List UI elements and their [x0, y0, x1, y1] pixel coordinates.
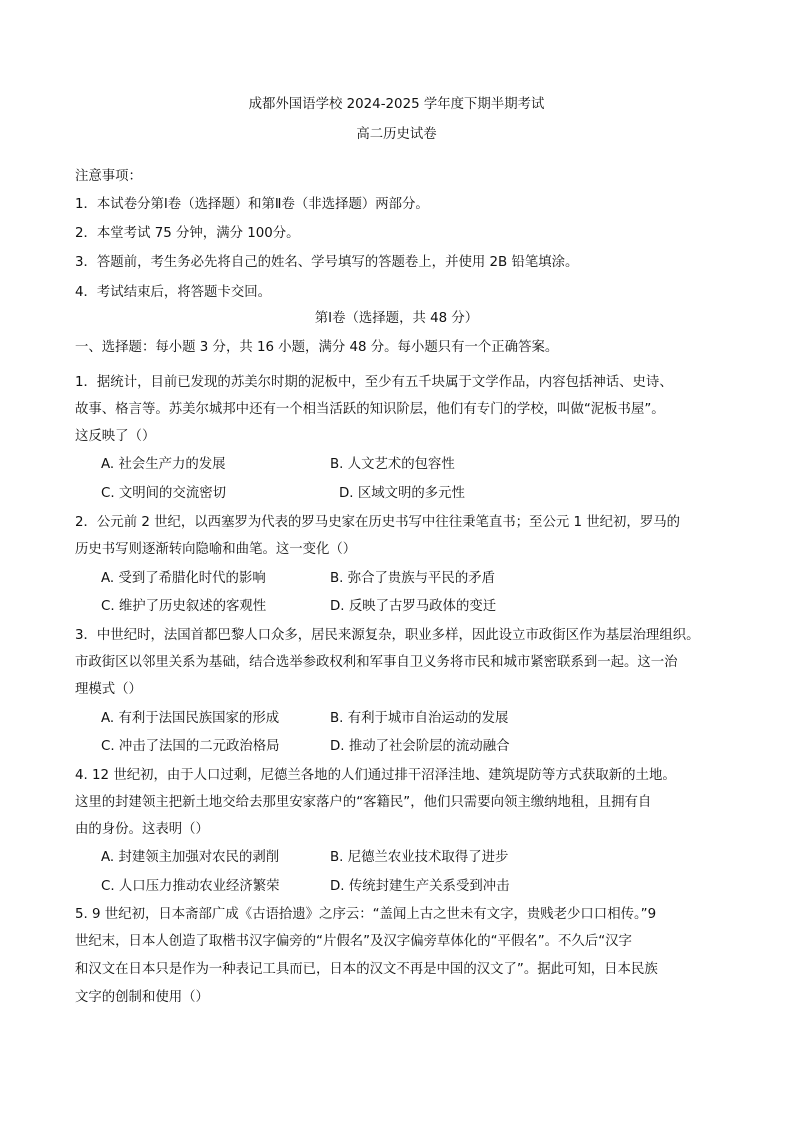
question-2-option-a: A. 受到了希腊化时代的影响 — [101, 571, 266, 586]
notice-item: 2．本堂考试 75 分钟，满分 100分。 — [75, 226, 300, 241]
question-3-line: 3．中世纪时，法国首都巴黎人口众多，居民来源复杂，职业多样，因此设立市政街区作为基层治理组织。 — [75, 628, 700, 643]
section-title: 第Ⅰ卷（选择题，共 48 分） — [314, 311, 479, 326]
question-4-option-c: C. 人口压力推动农业经济繁荣 — [101, 879, 280, 894]
question-3-line: 市政街区以邻里关系为基础，结合选举参政权利和军事自卫义务将市民和城市紧密联系到一起。这一治 — [75, 655, 678, 670]
section-instructions: 一、选择题：每小题 3 分，共 16 小题，满分 48 分。每小题只有一个正确答案。 — [75, 340, 559, 355]
question-2-option-d: D. 反映了古罗马政体的变迁 — [330, 599, 497, 614]
exam-subject: 高二历史试卷 — [356, 127, 437, 142]
question-3-option-a: A. 有利于法国民族国家的形成 — [101, 711, 280, 726]
notice-item: 3．答题前，考生务必先将自己的姓名、学号填写的答题卷上，并使用 2B 铅笔填涂。 — [75, 255, 579, 270]
question-5-line: 5. 9 世纪初，日本斋部广成《古语拾遗》之序云：“盖闻上古之世未有文字，贵贱老少口口相传。”9 — [75, 907, 657, 922]
question-1-line: 1．据统计，目前已发现的苏美尔时期的泥板中，至少有五千块属于文学作品，内容包括神话、史诗、 — [75, 375, 673, 390]
question-2-line: 2．公元前 2 世纪，以西塞罗为代表的罗马史家在历史书写中往往秉笔直书；至公元 1 世纪初，罗马的 — [75, 515, 680, 530]
notice-heading: 注意事项： — [75, 169, 142, 184]
question-4-option-b: B. 尼德兰农业技术取得了进步 — [330, 850, 509, 865]
question-4-option-a: A. 封建领主加强对农民的剥削 — [101, 850, 280, 865]
question-3-option-d: D. 推动了社会阶层的流动融合 — [330, 739, 510, 754]
question-3-option-b: B. 有利于城市自治运动的发展 — [330, 711, 509, 726]
question-4-line: 这里的封建领主把新土地交给去那里安家落户的“客籍民”，他们只需要向领主缴纳地租，且拥有自 — [75, 795, 652, 810]
notice-item: 4．考试结束后，将答题卡交回。 — [75, 285, 271, 300]
exam-title: 成都外国语学校 2024-2025 学年度下期半期考试 — [248, 97, 545, 112]
question-3-option-c: C. 冲击了法国的二元政治格局 — [101, 739, 280, 754]
question-1-line: 这反映了（） — [75, 429, 156, 444]
question-1-option-a: A. 社会生产力的发展 — [101, 457, 226, 472]
question-5-line: 世纪末，日本人创造了取楷书汉字偏旁的“片假名”及汉字偏旁草体化的“平假名”。不久后“汉字 — [75, 934, 632, 949]
question-1-option-b: B. 人文艺术的包容性 — [330, 457, 455, 472]
notice-item: 1．本试卷分第Ⅰ卷（选择题）和第Ⅱ卷（非选择题）两部分。 — [75, 197, 429, 212]
question-2-option-b: B. 弥合了贵族与平民的矛盾 — [330, 571, 495, 586]
question-5-line: 文字的创制和使用（） — [75, 990, 209, 1005]
question-4-line: 由的身份。这表明（） — [75, 822, 209, 837]
question-2-line: 历史书写则逐渐转向隐喻和曲笔。这一变化（） — [75, 542, 357, 557]
question-4-line: 4. 12 世纪初，由于人口过剩，尼德兰各地的人们通过排干沼泽洼地、建筑堤防等方式获取新的土地。 — [75, 768, 676, 783]
question-4-option-d: D. 传统封建生产关系受到冲击 — [330, 879, 510, 894]
question-1-line: 故事、格言等。苏美尔城邦中还有一个相当活跃的知识阶层，他们有专门的学校，叫做“泥板书屋”。 — [75, 402, 665, 417]
question-3-line: 理模式（） — [75, 682, 142, 697]
question-1-option-d: D. 区域文明的多元性 — [339, 486, 465, 501]
question-1-option-c: C. 文明间的交流密切 — [101, 486, 226, 501]
question-2-option-c: C. 维护了历史叙述的客观性 — [101, 599, 267, 614]
question-5-line: 和汉文在日本只是作为一种表记工具而已，日本的汉文不再是中国的汉文了”。据此可知，日本民族 — [75, 962, 658, 977]
